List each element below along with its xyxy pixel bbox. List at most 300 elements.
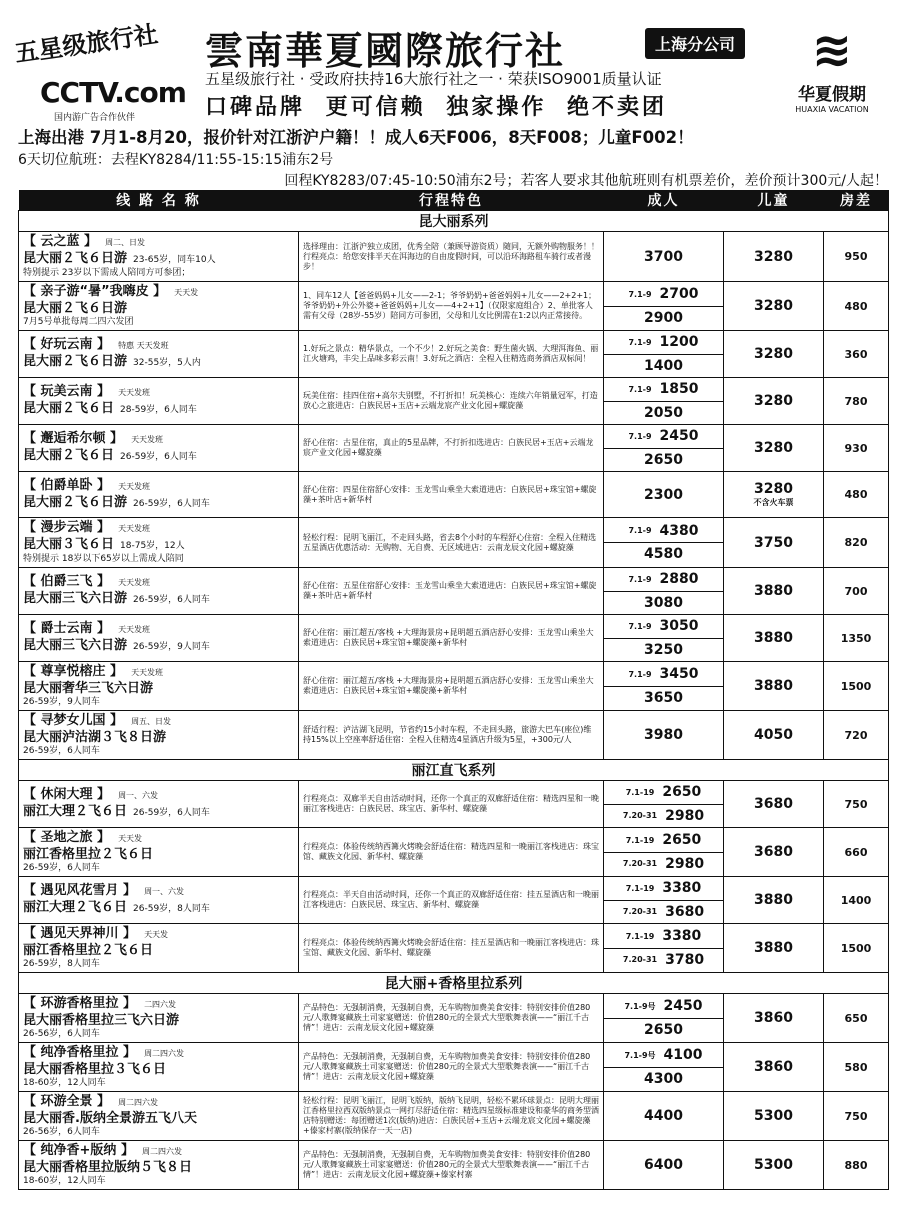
feature-cell: 产品特色：无强制消费，无强制自费，无车购物加费美食安排：特别安排价值280元/人歌舞宴藏族土司家宴赠送：价值280元的全景式大型歌舞表演——“丽江千古情”！进店：云南龙辰文化园+螺旋藻	[299, 994, 604, 1043]
route-schedule: 天天发	[118, 834, 143, 843]
adult-price-alt: 4300	[644, 1070, 683, 1087]
price-period: 7.1-9	[628, 621, 652, 631]
adult-price-alt: 2980	[665, 807, 705, 824]
adult-price: 3050	[659, 618, 699, 635]
route-group: 26-59岁，9人同车	[133, 642, 210, 652]
room-diff-cell	[824, 568, 889, 615]
child-price: 3880	[754, 678, 793, 694]
table-row	[19, 877, 889, 924]
route-group: 28-59岁，6人同车	[120, 405, 197, 415]
room-diff-cell	[824, 1141, 889, 1190]
room-diff-cell	[824, 924, 889, 973]
room-diff-cell	[824, 232, 889, 282]
col-child: 儿童	[724, 190, 824, 211]
adult-price-cell	[604, 472, 724, 518]
room-diff: 1400	[840, 893, 872, 907]
series-title: 昆大丽+香格里拉系列	[19, 973, 889, 994]
price-period: 7.20-31	[622, 955, 658, 965]
child-price-cell	[724, 877, 824, 924]
adult-price-alt: 2980	[665, 855, 705, 872]
series-row	[19, 973, 889, 994]
departure-info	[18, 124, 888, 190]
adult-price: 1850	[659, 381, 699, 398]
room-diff: 820	[844, 536, 868, 549]
route-title: 【 休闲大理 】	[23, 787, 111, 802]
route-schedule: 天天发班	[118, 625, 151, 634]
child-price: 3880	[754, 630, 793, 646]
route-name: 昆大丽２飞６日游	[23, 354, 128, 369]
adult-price-cell	[604, 877, 724, 924]
series-row	[19, 211, 889, 232]
feature-cell: 舒心住宿：古星住宿，真止的5星品牌，不打折扣选进店：白族民居+玉店+云端龙宸产业文化园+螺旋藻	[299, 425, 604, 472]
price-period: 7.1-19	[625, 787, 655, 797]
route-name: 丽江香格里拉２飞６日	[23, 847, 154, 862]
route-note: 26-59岁，6人同车	[23, 863, 100, 873]
route-group: 32-55岁，5人内	[133, 358, 201, 368]
room-diff: 650	[844, 1011, 868, 1025]
huaxia-vacation-logo	[772, 20, 892, 115]
route-cell	[19, 282, 299, 331]
room-diff: 580	[844, 1060, 868, 1074]
brand-right-en: HUAXIA VACATION	[795, 105, 869, 114]
adult-price-alt: 3080	[644, 594, 683, 611]
route-name: 昆大丽三飞六日游	[23, 591, 128, 606]
col-feature: 行程特色	[299, 190, 604, 211]
price-period: 7.20-31	[622, 907, 658, 917]
price-period: 7.1-9	[628, 669, 652, 679]
adult-price-alt: 3680	[665, 903, 705, 920]
route-note: 26-59岁，6人同车	[23, 746, 100, 756]
route-title: 【 纯净香格里拉 】	[23, 1045, 137, 1060]
route-name: 昆大丽泸沽湖３飞８日游	[23, 730, 167, 745]
route-title: 【 遇见天界神川 】	[23, 926, 137, 941]
adult-price: 2450	[659, 428, 699, 445]
table-row	[19, 472, 889, 518]
room-diff: 880	[844, 1158, 868, 1172]
route-name: 昆大丽奢华三飞六日游	[23, 681, 154, 696]
adult-price: 1200	[659, 334, 699, 351]
adult-price-alt: 2050	[644, 404, 683, 421]
child-price: 3280	[754, 481, 793, 497]
child-price: 3280	[754, 440, 793, 456]
price-period: 7.1-19	[625, 835, 655, 845]
room-diff-cell	[824, 781, 889, 828]
route-schedule: 天天发班	[118, 524, 151, 533]
return-flight: 回程KY8283/07:45-10:50浦东2号；若客人要求其他航班则有机票差价，差价预计300元/人起！	[284, 173, 888, 189]
price-period: 7.1-9	[628, 289, 652, 299]
child-price-cell	[724, 518, 824, 568]
credentials-line: 五星级旅行社 · 受政府扶持16大旅行社之一 · 荣获ISO9001质量认证	[205, 70, 662, 88]
route-name: 昆大丽３飞６日	[23, 537, 115, 552]
adult-price: 3700	[644, 248, 683, 265]
child-price: 4050	[754, 727, 793, 743]
child-price-cell	[724, 472, 824, 518]
col-route: 线 路 名 称	[19, 190, 299, 211]
feature-cell: 行程亮点：体验传统纳西篝火烤晚会舒适住宿：挂五星酒店和一晚丽江客栈进店：珠宝馆、藏族文化园、新华村、螺旋藻	[299, 924, 604, 973]
route-title: 【 漫步云端 】	[23, 520, 111, 535]
child-price-cell	[724, 711, 824, 760]
series-title: 丽江直飞系列	[19, 760, 889, 781]
route-title: 【 环游全景 】	[23, 1094, 111, 1109]
route-schedule: 周二四六发	[144, 1049, 185, 1058]
route-cell	[19, 331, 299, 378]
route-group: 26-59岁，8人同车	[133, 904, 210, 914]
room-diff: 700	[844, 584, 868, 598]
adult-price-alt: 4580	[644, 546, 683, 563]
slogans-line: 口碑品牌 更可信赖 独家操作 绝不卖团	[205, 94, 667, 120]
room-diff-cell	[824, 877, 889, 924]
branch-tag: 上海分公司	[645, 28, 745, 59]
adult-price-alt: 2650	[644, 1021, 683, 1038]
route-group: 18-75岁，12人	[120, 541, 185, 551]
room-diff-cell	[824, 1043, 889, 1092]
route-name: 昆大丽２飞６日游	[23, 494, 128, 510]
feature-cell: 舒心住宿：丽江超五/客栈 +大理海景房+昆明超五酒店舒心安排：玉龙雪山乘坐大索道进店：白族民居+珠宝馆+螺旋藻+新华村	[299, 615, 604, 662]
route-group: 26-59岁，6人同车	[120, 452, 197, 462]
pricing-notice: 上海出港 7月1-8月20，报价针对江浙沪户籍！！成人6天F006，8天F008；儿童F002！	[18, 128, 694, 147]
price-period: 7.1-9号	[624, 1050, 656, 1060]
adult-price: 3450	[659, 666, 699, 683]
table-row	[19, 662, 889, 711]
col-room: 房差	[824, 190, 889, 211]
series-title: 昆大丽系列	[19, 211, 889, 232]
route-title: 【 玩美云南 】	[23, 384, 111, 399]
room-diff-cell	[824, 994, 889, 1043]
route-title: 【 邂逅希尔顿 】	[23, 431, 124, 446]
feature-cell: 产品特色：无强制消费，无强制自费，无车购物加费美食安排：特别安排价值280元/人歌舞宴藏族土司家宴赠送：价值280元的全景式大型歌舞表演——“丽江千古情”！进店：云南龙辰文化园+螺旋藻	[299, 1043, 604, 1092]
child-price: 3880	[754, 583, 793, 599]
adult-price-alt: 1400	[644, 357, 683, 374]
route-schedule: 天天发	[174, 288, 199, 297]
feature-cell: 舒心住宿：五星住宿舒心安排：玉龙雪山乘坐大索道进店：白族民居+珠宝馆+螺旋藻+茶叶店+新华村	[299, 568, 604, 615]
table-header	[19, 190, 889, 211]
series-row	[19, 760, 889, 781]
adult-price-cell	[604, 1092, 724, 1141]
route-title: 【 寻梦女儿国 】	[23, 713, 124, 728]
route-note: 26-56岁，6人同车	[23, 1127, 100, 1137]
adult-price: 2650	[662, 784, 702, 801]
adult-price: 2300	[644, 486, 683, 503]
route-schedule: 天天发班	[118, 578, 151, 587]
adult-price-cell	[604, 781, 724, 828]
route-name: 丽江大理２飞６日	[23, 900, 128, 915]
route-cell	[19, 568, 299, 615]
route-note: 26-59岁，9人同车	[23, 697, 100, 707]
table-row	[19, 378, 889, 425]
feature-cell: 行程亮点：双廊半天自由活动时间，还你一个真正的双廊舒适住宿：精选四星和一晚丽江客栈进店：白族民居、珠宝店、新华村、螺旋藻	[299, 781, 604, 828]
child-price-cell	[724, 615, 824, 662]
route-name: 丽江大理２飞６日	[23, 804, 128, 819]
route-cell	[19, 711, 299, 760]
route-name: 昆大丽２飞６日	[23, 401, 115, 416]
adult-price-cell	[604, 615, 724, 662]
child-price: 3750	[754, 534, 793, 551]
adult-price-cell	[604, 425, 724, 472]
brand-right-cn: 华夏假期	[798, 85, 866, 105]
adult-price: 4400	[644, 1108, 683, 1124]
adult-price-alt: 2650	[644, 451, 683, 468]
route-schedule: 天天发班	[131, 668, 164, 677]
room-diff-cell	[824, 711, 889, 760]
cctv-logo-text: CCTV.com	[40, 76, 186, 109]
price-period: 7.1-9号	[624, 1001, 656, 1011]
swoosh-logo-icon: ≋	[811, 22, 853, 78]
child-price-cell	[724, 994, 824, 1043]
child-price: 3680	[754, 844, 793, 860]
adult-price-alt: 2900	[644, 309, 683, 326]
route-cell	[19, 828, 299, 877]
room-diff-cell	[824, 518, 889, 568]
route-name: 昆大丽香格里拉三飞六日游	[23, 1013, 180, 1028]
table-row	[19, 711, 889, 760]
adult-price-alt: 3250	[644, 641, 683, 658]
route-title: 【 遇见风花雪月 】	[23, 883, 137, 898]
route-name: 昆大丽２飞６日游	[23, 251, 128, 266]
route-note: 18-60岁，12人同车	[23, 1176, 106, 1186]
feature-cell: 行程亮点：半天自由活动时间，还你一个真正的双廊舒适住宿：挂五星酒店和一晚丽江客栈进店：白族民居、珠宝店、新华村、螺旋藻	[299, 877, 604, 924]
route-note: 18-60岁，12人同车	[23, 1078, 106, 1088]
route-cell	[19, 232, 299, 282]
table-row	[19, 568, 889, 615]
route-schedule: 天天发	[144, 930, 169, 939]
child-price-cell	[724, 331, 824, 378]
agency-name: 雲南華夏國際旅行社	[205, 28, 566, 73]
table-row	[19, 615, 889, 662]
room-diff: 480	[844, 488, 868, 501]
route-name: 昆大丽香格里拉３飞６日	[23, 1062, 167, 1077]
feature-cell: 产品特色：无强制消费，无强制自费，无车购物加费美食安排：特别安排价值280元/人歌舞宴藏族土司家宴赠送：价值280元的全景式大型歌舞表演——“丽江千古情”！进店：云南龙辰文化园+螺旋藻+傣家村寨	[299, 1141, 604, 1190]
feature-cell: 舒心住宿：四星住宿舒心安排：玉龙雪山乘坐大索道进店：白族民居+珠宝馆+螺旋藻+茶叶店+新华村	[299, 472, 604, 518]
child-price: 3860	[754, 1059, 793, 1075]
table-row	[19, 1141, 889, 1190]
adult-price: 2650	[662, 832, 702, 849]
feature-cell: 1.好玩之景点：精华景点，一个不少！2.好玩之美食：野生菌火锅、大理洱海鱼、丽江火塘鸡，丰尖上品味多彩云南！3.好玩之酒店：全程入住精选商务酒店双标间！	[299, 331, 604, 378]
adult-price-cell	[604, 282, 724, 331]
adult-price-cell	[604, 662, 724, 711]
price-period: 7.1-9	[628, 384, 652, 394]
route-note: 特别提示 18岁以下65岁以上需成人陪同	[23, 554, 184, 564]
adult-price: 3380	[662, 880, 702, 897]
child-price-cell	[724, 425, 824, 472]
route-cell	[19, 994, 299, 1043]
feature-cell: 轻松行程：昆明飞丽江，昆明飞版纳，版纳飞昆明，轻松不累环球景点：昆明大理丽江香格里拉西双版纳景点一网打尽舒适住宿：精选四星级标准建设和豪华的商务型酒店特别赠送：每团赠送1次(版纳)进店：白族民居+玉店+云端龙宸文化园+螺旋藻+傣家村寨(版纳保存一天一店)	[299, 1092, 604, 1141]
table-row	[19, 1043, 889, 1092]
outbound-flight: 6天切位航班：去程KY8284/11:55-15:15浦东2号	[18, 152, 334, 168]
room-diff: 480	[844, 299, 868, 313]
room-diff: 1350	[840, 631, 872, 645]
child-price-note: 不含火车票	[753, 498, 794, 507]
route-note: 26-59岁，8人同车	[23, 959, 100, 969]
price-period: 7.1-19	[625, 883, 655, 893]
child-price: 5300	[754, 1157, 793, 1173]
child-price-cell	[724, 378, 824, 425]
route-title: 【 尊享悦榕庄 】	[23, 664, 124, 679]
table-row	[19, 518, 889, 568]
room-diff: 780	[844, 394, 868, 408]
adult-price-cell	[604, 518, 724, 568]
child-price: 5300	[754, 1108, 793, 1124]
route-name: 昆大丽三飞六日游	[23, 638, 128, 653]
route-title: 【 伯爵三飞 】	[23, 574, 111, 589]
route-name: 昆大丽香.版纳全景游五飞八天	[23, 1111, 197, 1126]
adult-price-alt: 3650	[644, 689, 683, 706]
route-cell	[19, 1043, 299, 1092]
table-row	[19, 331, 889, 378]
table-row	[19, 1092, 889, 1141]
route-schedule: 周二四六发	[118, 1098, 159, 1107]
child-price: 3280	[754, 248, 793, 265]
room-diff: 750	[844, 797, 868, 811]
child-price-cell	[724, 568, 824, 615]
room-diff: 750	[844, 1109, 868, 1123]
child-price: 3280	[754, 393, 793, 409]
table-row	[19, 232, 889, 282]
route-cell	[19, 924, 299, 973]
route-cell	[19, 1092, 299, 1141]
route-schedule: 周五、日发	[131, 717, 172, 726]
adult-price-cell	[604, 378, 724, 425]
route-title: 【 云之蓝 】	[23, 234, 98, 249]
route-group: 23-65岁，同车10人	[133, 255, 216, 265]
route-group: 26-59岁，6人同车	[133, 808, 210, 818]
route-name: 丽江香格里拉２飞６日	[23, 943, 154, 958]
room-diff: 1500	[840, 679, 872, 693]
feature-cell: 轻松行程：昆明飞丽江，不走回头路，省去8个小时的车程舒心住宿：全程入住精选五星酒店优惠活动：无购物、无自费、无区域进店：云南龙辰文化园+螺旋藻	[299, 518, 604, 568]
price-table-body	[19, 211, 889, 1190]
child-price-cell	[724, 924, 824, 973]
route-schedule: 天天发班	[118, 388, 151, 397]
adult-price: 6400	[644, 1157, 683, 1173]
route-cell	[19, 378, 299, 425]
room-diff: 720	[844, 728, 868, 742]
route-group: 26-59岁，6人同车	[133, 498, 210, 509]
route-cell	[19, 425, 299, 472]
route-title: 【 好玩云南 】	[23, 337, 111, 352]
route-title: 【 圣地之旅 】	[23, 830, 111, 845]
route-cell	[19, 615, 299, 662]
route-cell	[19, 877, 299, 924]
adult-price: 2880	[659, 571, 699, 588]
adult-price: 3980	[644, 727, 683, 743]
route-cell	[19, 518, 299, 568]
room-diff-cell	[824, 331, 889, 378]
route-name: 昆大丽２飞６日游	[23, 301, 128, 316]
adult-price-cell	[604, 828, 724, 877]
room-diff: 660	[844, 845, 868, 859]
room-diff-cell	[824, 615, 889, 662]
child-price-cell	[724, 828, 824, 877]
table-row	[19, 282, 889, 331]
table-row	[19, 924, 889, 973]
feature-cell: 舒心住宿：丽江超五/客栈 +大理海景房+昆明超五酒店舒心安排：玉龙雪山乘坐大索道进店：白族民居+珠宝馆+螺旋藻+新华村	[299, 662, 604, 711]
route-title: 【 亲子游“暑”我嗨皮 】	[23, 284, 167, 299]
child-price: 3880	[754, 940, 793, 956]
route-schedule: 天天发班	[118, 481, 151, 491]
route-name: 昆大丽２飞６日	[23, 448, 115, 463]
five-star-agency-label: 五星级旅行社	[12, 19, 160, 68]
room-diff: 950	[844, 250, 868, 263]
child-price-cell	[724, 232, 824, 282]
price-table	[18, 190, 889, 1190]
child-price: 3680	[754, 796, 793, 812]
route-cell	[19, 781, 299, 828]
room-diff-cell	[824, 425, 889, 472]
route-note: 26-56岁，6人同车	[23, 1029, 100, 1039]
child-price: 3880	[754, 892, 793, 908]
room-diff-cell	[824, 662, 889, 711]
adult-price-cell	[604, 331, 724, 378]
adult-price-cell	[604, 1043, 724, 1092]
room-diff: 1500	[840, 941, 872, 955]
header	[0, 0, 900, 122]
route-cell	[19, 1141, 299, 1190]
child-price-cell	[724, 1043, 824, 1092]
child-price-cell	[724, 282, 824, 331]
table-row	[19, 781, 889, 828]
child-price: 3280	[754, 298, 793, 314]
room-diff-cell	[824, 472, 889, 518]
cctv-subtitle: 国内游广告合作伙伴	[54, 113, 136, 123]
route-title: 【 纯净香+版纳 】	[23, 1143, 134, 1158]
cctv-partner-logo	[12, 19, 199, 123]
route-schedule: 周二四六发	[141, 1147, 182, 1156]
route-schedule: 周一、六发	[118, 791, 159, 800]
adult-price-cell	[604, 232, 724, 282]
price-period: 7.1-9	[628, 431, 652, 441]
route-title: 【 环游香格里拉 】	[23, 996, 137, 1011]
price-period: 7.20-31	[622, 811, 658, 821]
feature-cell: 玩美住宿：挂四住宿+高尔夫别墅，不打折扣！玩美核心：连续六年销量冠军，打造放心之旅进店：白族民居+玉店+云端龙宸产业文化园+螺旋藻	[299, 378, 604, 425]
table-row	[19, 828, 889, 877]
price-period: 7.1-19	[625, 931, 655, 941]
child-price-cell	[724, 781, 824, 828]
room-diff-cell	[824, 282, 889, 331]
adult-price-cell	[604, 924, 724, 973]
route-name: 昆大丽香格里拉版纳５飞８日	[23, 1160, 193, 1175]
room-diff: 360	[844, 347, 868, 361]
adult-price: 4380	[659, 522, 699, 539]
route-schedule: 二四六发	[144, 1000, 177, 1009]
adult-price-cell	[604, 711, 724, 760]
route-schedule: 周一、六发	[144, 887, 185, 896]
adult-price-cell	[604, 568, 724, 615]
route-title: 【 爵士云南 】	[23, 621, 111, 636]
table-row	[19, 994, 889, 1043]
col-adult: 成人	[604, 190, 724, 211]
feature-cell: 舒适行程：泸沽湖飞昆明，节省约15小时车程，不走回头路，旅游大巴车(座位)维持15%以上空座率舒适住宿：全程入住精选4星酒店升级为5星，+300元/人	[299, 711, 604, 760]
route-schedule: 周二、日发	[105, 238, 146, 247]
table-row	[19, 425, 889, 472]
route-schedule: 特惠 天天发班	[118, 341, 169, 350]
route-note: 7月5号单批每周二四六发团	[23, 317, 134, 327]
adult-price: 3380	[662, 928, 702, 945]
child-price-cell	[724, 1092, 824, 1141]
price-period: 7.1-9	[628, 574, 652, 584]
adult-price-alt: 3780	[665, 951, 705, 968]
room-diff: 930	[844, 441, 868, 455]
child-price-cell	[724, 662, 824, 711]
price-period: 7.1-9	[628, 526, 652, 536]
adult-price: 4100	[663, 1047, 703, 1064]
child-price: 3860	[754, 1010, 793, 1026]
route-title: 【 伯爵单卧 】	[23, 477, 111, 493]
price-period: 7.1-9	[628, 337, 652, 347]
child-price-cell	[724, 1141, 824, 1190]
adult-price-cell	[604, 1141, 724, 1190]
route-group: 26-59岁，6人同车	[133, 595, 210, 605]
room-diff-cell	[824, 828, 889, 877]
route-schedule: 天天发班	[131, 435, 164, 444]
